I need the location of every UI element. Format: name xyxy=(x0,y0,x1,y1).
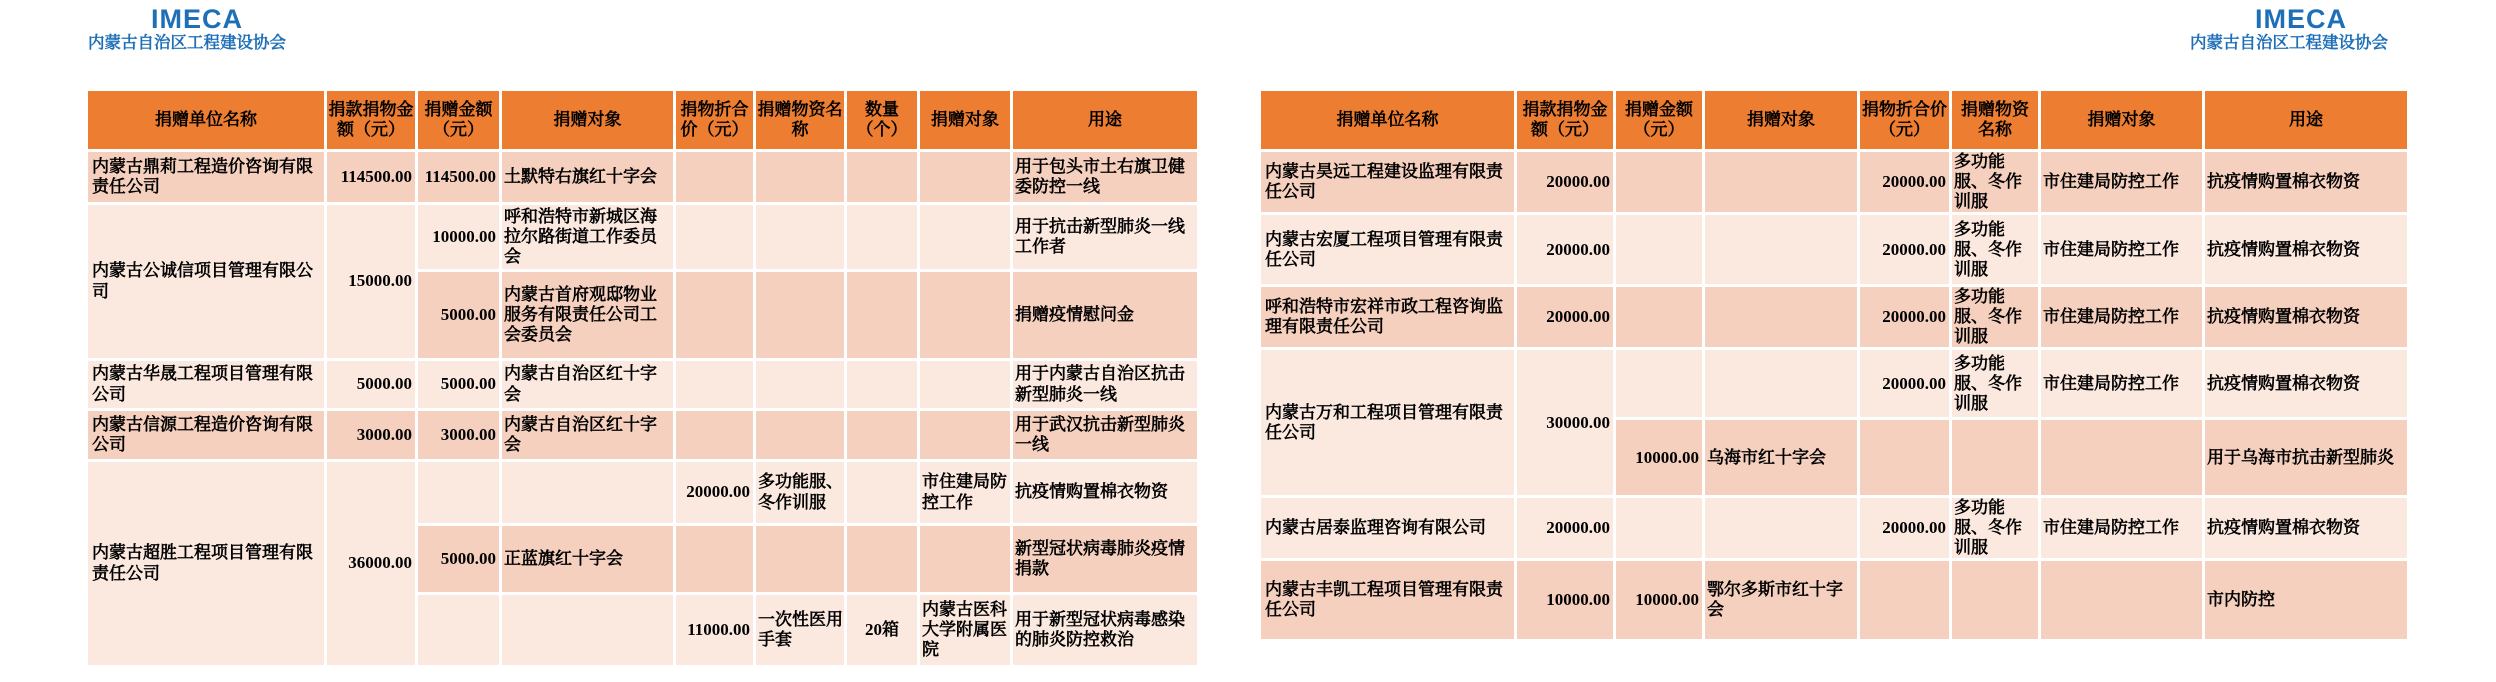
header-cell: 捐赠对象 xyxy=(502,91,673,149)
use-cell: 抗疫情购置棉衣物资 xyxy=(2205,498,2407,558)
header-cell: 捐赠单位名称 xyxy=(88,91,324,149)
target-cell: 内蒙古自治区红十字会 xyxy=(502,361,673,408)
money-amount-cell: 5000.00 xyxy=(418,526,499,592)
empty-cell xyxy=(847,272,917,358)
goods-target-cell: 市住建局防控工作 xyxy=(2041,152,2202,212)
empty-cell xyxy=(676,272,753,358)
empty-cell xyxy=(756,526,844,592)
target-cell: 呼和浩特市新城区海拉尔路街道工作委员会 xyxy=(502,205,673,269)
total-amount-cell: 10000.00 xyxy=(1517,561,1613,639)
target-cell: 内蒙古首府观邸物业服务有限责任公司工会委员会 xyxy=(502,272,673,358)
goods-value-cell: 20000.00 xyxy=(1860,498,1949,558)
header-cell: 捐赠物资名称 xyxy=(756,91,844,149)
empty-cell xyxy=(418,462,499,523)
total-amount-cell: 36000.00 xyxy=(327,462,415,665)
table-row xyxy=(1261,287,2407,347)
use-cell: 抗疫情购置棉衣物资 xyxy=(2205,215,2407,284)
empty-cell xyxy=(1952,420,2038,495)
goods-value-cell: 11000.00 xyxy=(676,595,753,665)
empty-cell xyxy=(847,462,917,523)
empty-cell xyxy=(756,272,844,358)
total-amount-cell: 5000.00 xyxy=(327,361,415,408)
target-cell: 土默特右旗红十字会 xyxy=(502,152,673,202)
empty-cell xyxy=(676,205,753,269)
goods-value-cell: 20000.00 xyxy=(1860,215,1949,284)
money-amount-cell: 5000.00 xyxy=(418,361,499,408)
money-amount-cell: 3000.00 xyxy=(418,411,499,459)
goods-name-cell: 多功能服、冬作训服 xyxy=(756,462,844,523)
table-row xyxy=(88,205,1197,269)
empty-cell xyxy=(756,205,844,269)
empty-cell xyxy=(847,411,917,459)
empty-cell xyxy=(1952,561,2038,639)
brand-block-right xyxy=(2190,5,2412,53)
use-cell: 捐赠疫情慰问金 xyxy=(1013,272,1197,358)
empty-cell xyxy=(920,361,1010,408)
use-cell: 市内防控 xyxy=(2205,561,2407,639)
empty-cell xyxy=(920,526,1010,592)
empty-cell xyxy=(676,526,753,592)
empty-cell xyxy=(676,361,753,408)
empty-cell xyxy=(676,152,753,202)
table-row xyxy=(1261,215,2407,284)
empty-cell xyxy=(756,152,844,202)
brand-block-left xyxy=(88,5,306,53)
total-amount-cell: 3000.00 xyxy=(327,411,415,459)
empty-cell xyxy=(1705,152,1857,212)
empty-cell xyxy=(847,152,917,202)
donor-name-cell: 内蒙古居泰监理咨询有限公司 xyxy=(1261,498,1514,558)
total-amount-cell: 114500.00 xyxy=(327,152,415,202)
empty-cell xyxy=(676,411,753,459)
empty-cell xyxy=(847,205,917,269)
money-amount-cell: 10000.00 xyxy=(418,205,499,269)
goods-name-cell: 多功能服、冬作训服 xyxy=(1952,287,2038,347)
empty-cell xyxy=(1616,498,1702,558)
header-cell: 捐赠对象 xyxy=(1705,91,1857,149)
use-cell: 用于新型冠状病毒感染的肺炎防控救治 xyxy=(1013,595,1197,665)
use-cell: 抗疫情购置棉衣物资 xyxy=(2205,350,2407,417)
table-row xyxy=(88,462,1197,523)
empty-cell xyxy=(847,526,917,592)
empty-cell xyxy=(1705,498,1857,558)
header-cell: 捐赠金额（元） xyxy=(418,91,499,149)
total-amount-cell: 30000.00 xyxy=(1517,350,1613,495)
header-cell: 捐物折合价（元） xyxy=(676,91,753,149)
use-cell: 抗疫情购置棉衣物资 xyxy=(1013,462,1197,523)
empty-cell xyxy=(920,152,1010,202)
goods-name-cell: 多功能服、冬作训服 xyxy=(1952,350,2038,417)
table-row xyxy=(1261,498,2407,558)
goods-value-cell: 20000.00 xyxy=(1860,152,1949,212)
empty-cell xyxy=(756,411,844,459)
total-amount-cell: 15000.00 xyxy=(327,205,415,358)
goods-target-cell: 市住建局防控工作 xyxy=(2041,287,2202,347)
header-cell: 用途 xyxy=(2205,91,2407,149)
table-row xyxy=(88,152,1197,202)
donor-name-cell: 内蒙古信源工程造价咨询有限公司 xyxy=(88,411,324,459)
use-cell: 抗疫情购置棉衣物资 xyxy=(2205,152,2407,212)
header-cell: 数量（个） xyxy=(847,91,917,149)
target-cell: 内蒙古自治区红十字会 xyxy=(502,411,673,459)
total-amount-cell: 20000.00 xyxy=(1517,215,1613,284)
use-cell: 用于内蒙古自治区抗击新型肺炎一线 xyxy=(1013,361,1197,408)
empty-cell xyxy=(2041,561,2202,639)
empty-cell xyxy=(1616,215,1702,284)
org-name: 内蒙古自治区工程建设协会 xyxy=(88,34,286,52)
header-cell: 捐款捐物金额（元） xyxy=(327,91,415,149)
imeca-logo: IMECA xyxy=(2255,4,2347,34)
goods-value-cell: 20000.00 xyxy=(1860,350,1949,417)
goods-name-cell: 一次性医用手套 xyxy=(756,595,844,665)
donor-name-cell: 内蒙古鼎莉工程造价咨询有限责任公司 xyxy=(88,152,324,202)
empty-cell xyxy=(502,595,673,665)
donation-table-right xyxy=(1258,88,2410,642)
use-cell: 抗疫情购置棉衣物资 xyxy=(2205,287,2407,347)
empty-cell xyxy=(2041,420,2202,495)
empty-cell xyxy=(1705,350,1857,417)
goods-name-cell: 多功能服、冬作训服 xyxy=(1952,152,2038,212)
empty-cell xyxy=(1616,152,1702,212)
org-name: 内蒙古自治区工程建设协会 xyxy=(2190,34,2388,52)
empty-cell xyxy=(1616,350,1702,417)
donor-name-cell: 内蒙古昊远工程建设监理有限责任公司 xyxy=(1261,152,1514,212)
header-cell: 用途 xyxy=(1013,91,1197,149)
use-cell: 用于乌海市抗击新型肺炎 xyxy=(2205,420,2407,495)
header-cell: 捐款捐物金额（元） xyxy=(1517,91,1613,149)
goods-name-cell: 多功能服、冬作训服 xyxy=(1952,498,2038,558)
header-cell: 捐赠对象 xyxy=(920,91,1010,149)
header-cell: 捐赠对象 xyxy=(2041,91,2202,149)
empty-cell xyxy=(1705,287,1857,347)
total-amount-cell: 20000.00 xyxy=(1517,152,1613,212)
empty-cell xyxy=(1705,215,1857,284)
target-cell: 乌海市红十字会 xyxy=(1705,420,1857,495)
table-header-row xyxy=(88,91,1197,149)
goods-value-cell: 20000.00 xyxy=(676,462,753,523)
target-cell: 正蓝旗红十字会 xyxy=(502,526,673,592)
donor-name-cell: 内蒙古超胜工程项目管理有限责任公司 xyxy=(88,462,324,665)
table-row xyxy=(1261,350,2407,417)
empty-cell xyxy=(756,361,844,408)
goods-value-cell: 20000.00 xyxy=(1860,287,1949,347)
quantity-cell: 20箱 xyxy=(847,595,917,665)
empty-cell xyxy=(1860,561,1949,639)
empty-cell xyxy=(920,205,1010,269)
use-cell: 新型冠状病毒肺炎疫情捐款 xyxy=(1013,526,1197,592)
donor-name-cell: 内蒙古公诚信项目管理有限公司 xyxy=(88,205,324,358)
empty-cell xyxy=(920,411,1010,459)
money-amount-cell: 5000.00 xyxy=(418,272,499,358)
donor-name-cell: 内蒙古丰凯工程项目管理有限责任公司 xyxy=(1261,561,1514,639)
header-cell: 捐物折合价（元） xyxy=(1860,91,1949,149)
goods-name-cell: 多功能服、冬作训服 xyxy=(1952,215,2038,284)
empty-cell xyxy=(847,361,917,408)
donation-table-left xyxy=(85,88,1200,668)
empty-cell xyxy=(1616,287,1702,347)
goods-target-cell: 内蒙古医科大学附属医院 xyxy=(920,595,1010,665)
empty-cell xyxy=(502,462,673,523)
total-amount-cell: 20000.00 xyxy=(1517,498,1613,558)
table-row xyxy=(88,361,1197,408)
use-cell: 用于抗击新型肺炎一线工作者 xyxy=(1013,205,1197,269)
money-amount-cell: 10000.00 xyxy=(1616,561,1702,639)
empty-cell xyxy=(1860,420,1949,495)
goods-target-cell: 市住建局防控工作 xyxy=(920,462,1010,523)
imeca-logo: IMECA xyxy=(151,4,243,34)
header-cell: 捐赠单位名称 xyxy=(1261,91,1514,149)
target-cell: 鄂尔多斯市红十字会 xyxy=(1705,561,1857,639)
goods-target-cell: 市住建局防控工作 xyxy=(2041,215,2202,284)
donor-name-cell: 内蒙古宏厦工程项目管理有限责任公司 xyxy=(1261,215,1514,284)
goods-target-cell: 市住建局防控工作 xyxy=(2041,498,2202,558)
donor-name-cell: 内蒙古万和工程项目管理有限责任公司 xyxy=(1261,350,1514,495)
total-amount-cell: 20000.00 xyxy=(1517,287,1613,347)
empty-cell xyxy=(920,272,1010,358)
header-cell: 捐赠物资名称 xyxy=(1952,91,2038,149)
table-row xyxy=(1261,152,2407,212)
donor-name-cell: 呼和浩特市宏祥市政工程咨询监理有限责任公司 xyxy=(1261,287,1514,347)
donor-name-cell: 内蒙古华晟工程项目管理有限公司 xyxy=(88,361,324,408)
use-cell: 用于武汉抗击新型肺炎一线 xyxy=(1013,411,1197,459)
empty-cell xyxy=(418,595,499,665)
goods-target-cell: 市住建局防控工作 xyxy=(2041,350,2202,417)
table-header-row xyxy=(1261,91,2407,149)
money-amount-cell: 114500.00 xyxy=(418,152,499,202)
table-row xyxy=(1261,561,2407,639)
money-amount-cell: 10000.00 xyxy=(1616,420,1702,495)
use-cell: 用于包头市土右旗卫健委防控一线 xyxy=(1013,152,1197,202)
table-row xyxy=(88,411,1197,459)
header-cell: 捐赠金额（元） xyxy=(1616,91,1702,149)
